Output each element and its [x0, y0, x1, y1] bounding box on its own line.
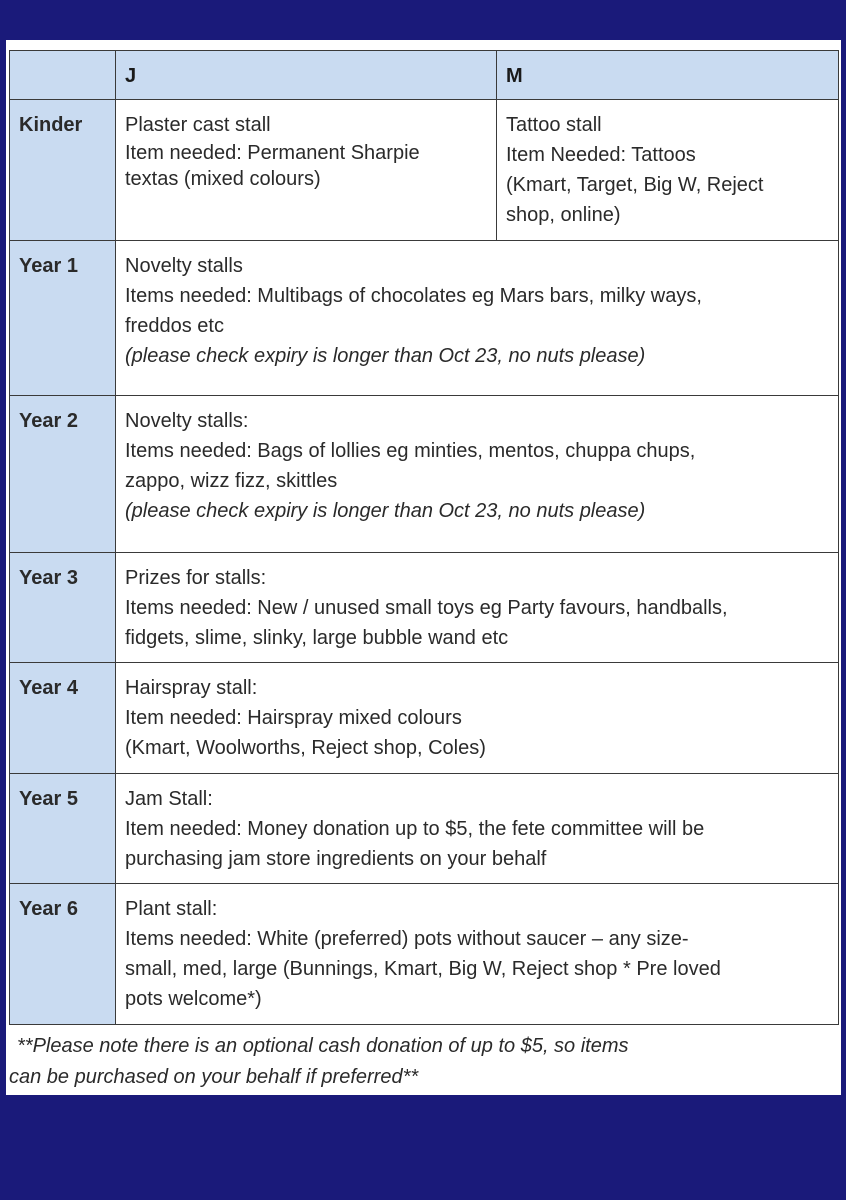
cell-line: Item Needed: Tattoos	[506, 144, 696, 166]
kinder-j-cell	[116, 100, 497, 241]
cell-line: Novelty stalls	[125, 255, 243, 277]
row-label: Year 6	[10, 884, 116, 1025]
expiry-note: (please check expiry is longer than Oct 23, no nuts please)	[125, 345, 646, 367]
row-label: Kinder	[10, 100, 116, 241]
year-6-cell	[116, 884, 839, 1025]
document-page	[6, 40, 841, 1095]
year-3-cell	[116, 553, 839, 663]
row-label: Year 4	[10, 663, 116, 774]
year-5-cell	[116, 774, 839, 884]
cell-line: Items needed: White (preferred) pots without saucer – any size-	[125, 928, 689, 950]
cell-line: Items needed: New / unused small toys eg Party favours, handballs,	[125, 597, 728, 619]
table-row-year-5	[10, 774, 839, 884]
kinder-m-cell	[497, 100, 839, 241]
cell-line: fidgets, slime, slinky, large bubble wand etc	[125, 627, 509, 649]
donation-footnote	[9, 1031, 829, 1093]
cell-line: Hairspray stall:	[125, 677, 258, 699]
cell-line: Plaster cast stall	[125, 114, 271, 136]
cell-line: Novelty stalls:	[125, 410, 249, 432]
header-corner-cell	[10, 51, 116, 100]
cell-line: Item needed: Permanent Sharpie	[125, 142, 420, 164]
cell-line: Item needed: Hairspray mixed colours	[125, 707, 462, 729]
table-row-kinder	[10, 100, 839, 241]
cell-line: Jam Stall:	[125, 788, 213, 810]
stall-table	[9, 50, 839, 1025]
cell-line: Items needed: Multibags of chocolates eg Mars bars, milky ways,	[125, 285, 702, 307]
table-header-row	[10, 51, 839, 100]
cell-line: zappo, wizz fizz, skittles	[125, 470, 338, 492]
header-j: J	[116, 51, 497, 100]
cell-line: Plant stall:	[125, 898, 218, 920]
cell-line: Item needed: Money donation up to $5, the fete committee will be	[125, 818, 705, 840]
year-2-cell	[116, 396, 839, 553]
table-row-year-6	[10, 884, 839, 1025]
footnote-line: **Please note there is an optional cash donation of up to $5, so items	[17, 1035, 629, 1057]
table-row-year-2	[10, 396, 839, 553]
cell-line: purchasing jam store ingredients on your behalf	[125, 848, 547, 870]
cell-line: textas (mixed colours)	[125, 168, 321, 190]
year-1-cell	[116, 241, 839, 396]
cell-line: Tattoo stall	[506, 114, 602, 136]
cell-line: Prizes for stalls:	[125, 567, 267, 589]
expiry-note: (please check expiry is longer than Oct 23, no nuts please)	[125, 500, 646, 522]
cell-line: shop, online)	[506, 204, 621, 226]
cell-line: (Kmart, Woolworths, Reject shop, Coles)	[125, 737, 486, 759]
row-label: Year 2	[10, 396, 116, 553]
cell-line: Items needed: Bags of lollies eg minties, mentos, chuppa chups,	[125, 440, 696, 462]
cell-line: pots welcome*)	[125, 988, 262, 1010]
year-4-cell	[116, 663, 839, 774]
row-label: Year 1	[10, 241, 116, 396]
table-row-year-1	[10, 241, 839, 396]
row-label: Year 3	[10, 553, 116, 663]
row-label: Year 5	[10, 774, 116, 884]
table-row-year-4	[10, 663, 839, 774]
cell-line: (Kmart, Target, Big W, Reject	[506, 174, 764, 196]
cell-line: small, med, large (Bunnings, Kmart, Big W, Reject shop * Pre loved	[125, 958, 721, 980]
table-row-year-3	[10, 553, 839, 663]
footnote-line: can be purchased on your behalf if preferred**	[9, 1066, 419, 1088]
header-m: M	[497, 51, 839, 100]
cell-line: freddos etc	[125, 315, 224, 337]
